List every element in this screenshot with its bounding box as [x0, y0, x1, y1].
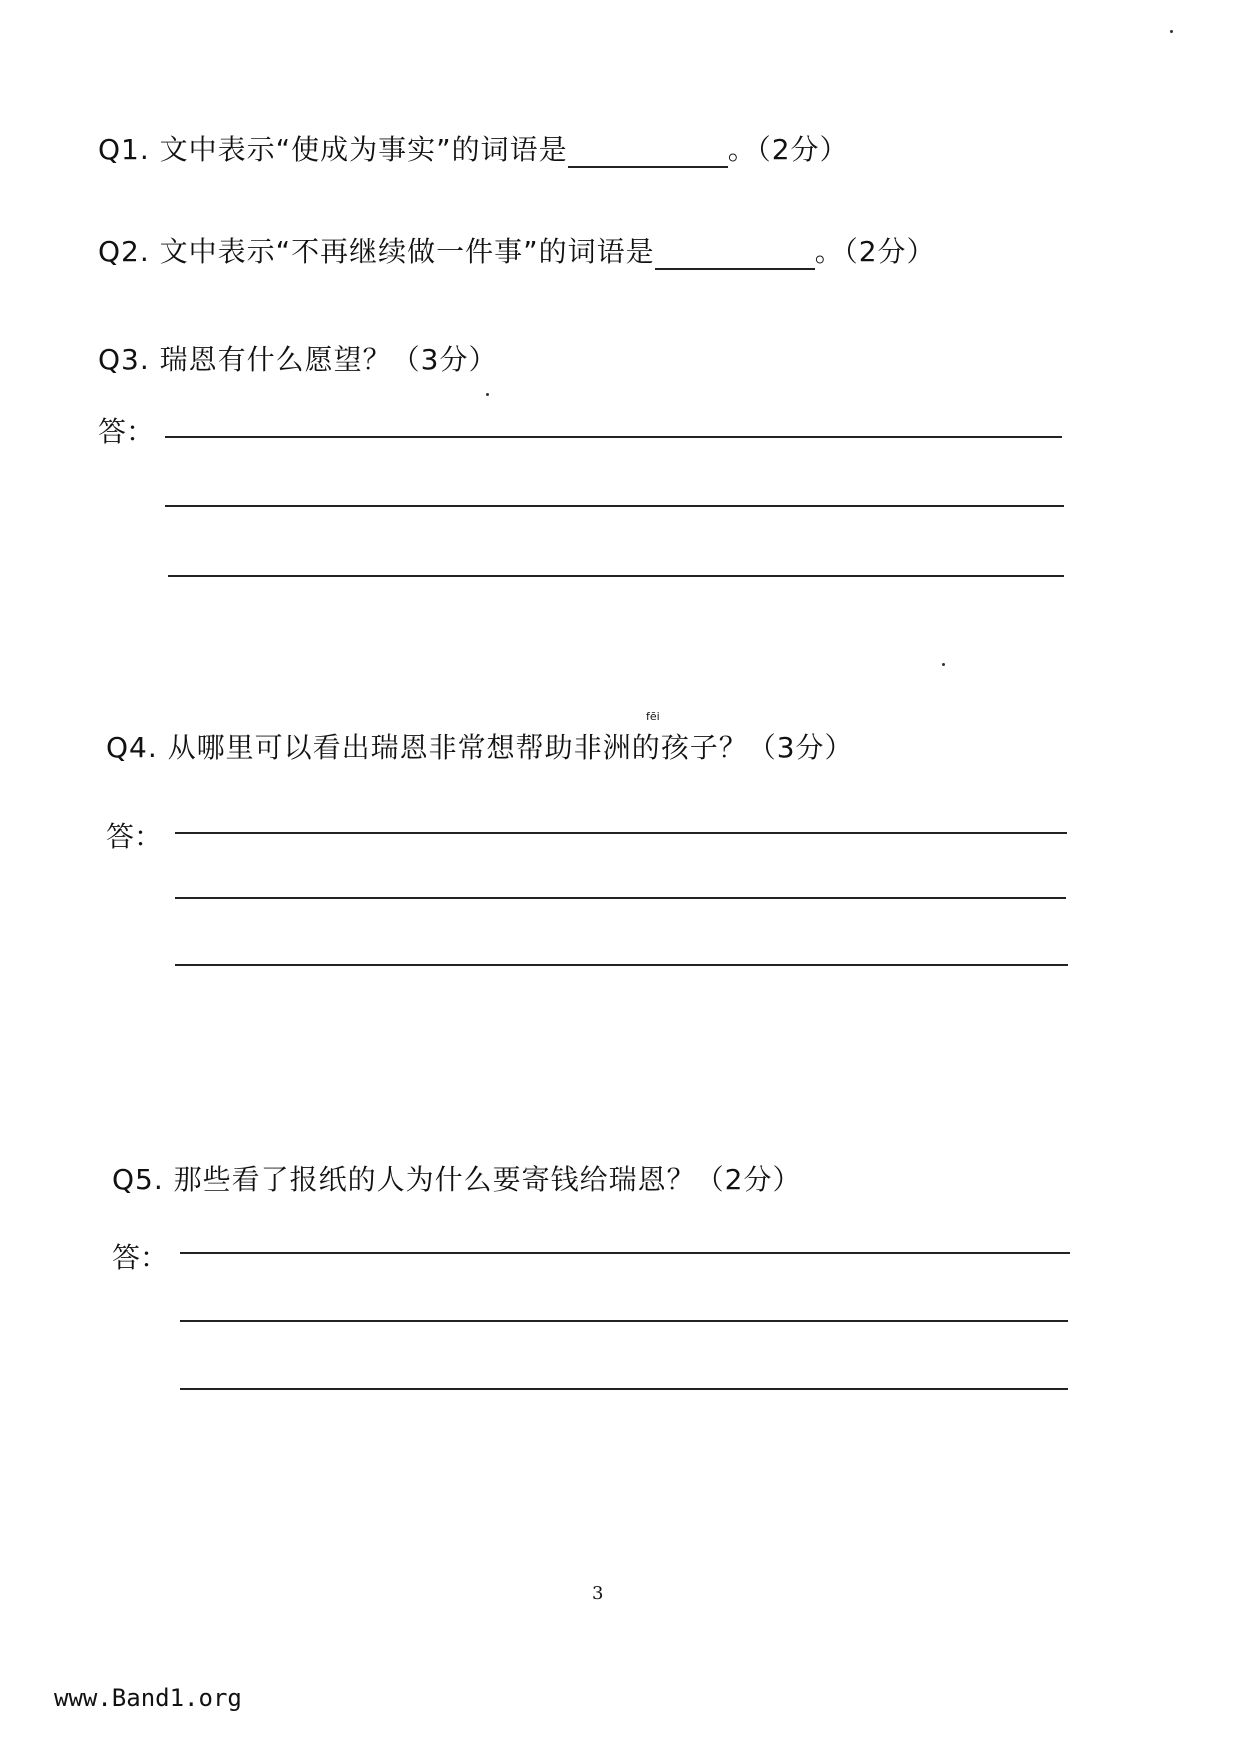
answer-line-4-3[interactable]	[175, 964, 1068, 966]
answer-line-5-1[interactable]	[180, 1252, 1070, 1254]
question-1-blank[interactable]	[568, 146, 728, 168]
footer-url: www.Band1.org	[54, 1684, 242, 1712]
question-1	[98, 128, 849, 168]
question-2	[98, 230, 936, 270]
answer-line-3-3[interactable]	[168, 575, 1064, 577]
answer-line-3-2[interactable]	[165, 505, 1064, 507]
question-1-suffix: 。（2分）	[727, 133, 849, 166]
answer-line-5-3[interactable]	[180, 1388, 1068, 1390]
answer-line-4-1[interactable]	[175, 832, 1067, 834]
answer-label-5: 答：	[112, 1241, 169, 1274]
page-number: 3	[592, 1583, 604, 1604]
question-3	[98, 338, 498, 378]
question-4-ruby-char: 非	[573, 731, 603, 764]
question-1-number: Q1.	[98, 133, 150, 166]
scan-speck	[1170, 30, 1173, 33]
question-4	[106, 726, 854, 766]
answer-label-4: 答：	[106, 820, 163, 853]
question-4-text-before: 从哪里可以看出瑞恩非常想帮助	[167, 731, 574, 764]
question-2-suffix: 。（2分）	[814, 235, 936, 268]
question-3-text: 瑞恩有什么愿望？（3分）	[159, 343, 498, 376]
question-5-number: Q5.	[112, 1163, 164, 1196]
question-2-number: Q2.	[98, 235, 150, 268]
question-1-text: 文中表示“使成为事实”的词语是	[159, 133, 568, 166]
scan-speck	[942, 663, 945, 666]
answer-label-3: 答：	[98, 415, 155, 448]
question-4-number: Q4.	[106, 731, 158, 764]
question-2-text: 文中表示“不再继续做一件事”的词语是	[159, 235, 655, 268]
answer-line-3-1[interactable]	[165, 436, 1062, 438]
question-5	[112, 1158, 802, 1198]
answer-line-4-2[interactable]	[175, 897, 1066, 899]
question-4-text-after: 洲的孩子？（3分）	[602, 731, 854, 764]
question-2-blank[interactable]	[655, 248, 815, 270]
scan-speck	[486, 393, 489, 396]
answer-line-5-2[interactable]	[180, 1320, 1068, 1322]
question-3-number: Q3.	[98, 343, 150, 376]
question-5-text: 那些看了报纸的人为什么要寄钱给瑞恩？（2分）	[173, 1163, 802, 1196]
pinyin-annotation: fēi	[646, 710, 660, 723]
